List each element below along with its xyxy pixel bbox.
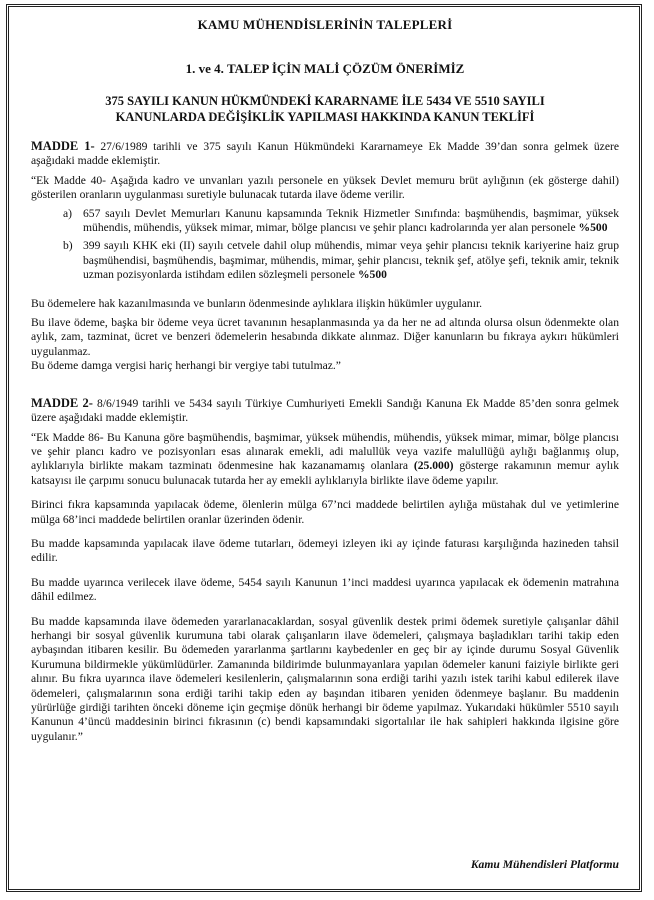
article-2-paragraph-1	[31, 431, 619, 489]
law-title-line-1: 375 SAYILI KANUN HÜKMÜNDEKİ KARARNAME İLE 5434 VE 5510 SAYILI	[105, 94, 545, 108]
article-2-paragraph-1-part-b: gösterge rakamının memur aylık katsayısı ile çarpımı sonucu bulunacak tutarda her ay emekli aylıklarıyla birlikte ilave ödeme yapılır.	[31, 459, 619, 487]
article-2-paragraph-5: Bu madde kapsamında ilave ödemeden yararlanacaklardan, sosyal güvenlik destek primi ödemek suretiyle çalışanlar dâhil herhangi bir sosyal güvenlik kurumuna tabi olarak çalışanların ilave ödemeleri, çalışmaya başladıkları tarihi takip eden aybaşından itibaren kesilir. Bu ödemeden yararlanma şartlarını kaybedenler en geç bir ay içinde durumu Sosyal Güvenlik Kurumuna bildirmekle yükümlüdürler. Zamanında bildirimde bulunmayanlara yapılan ödemeler kanuni faiziyle birlikte geri alınır. Bu fıkra uyarınca ilave ödemeleri kesilenlerin, çalışmalarının sona erdiği tarihi yazılı istek tarihi kabul edilerek ilave ödemeleri, çalışmalarının sona erdiği tarihi takip eden ay başından itibaren yeniden ödenmeye başlanır. Bu maddenin yürürlüğe girdiği tarihten önceki döneme için geçmişe dönük herhangi bir ödeme yapılmaz. Yukarıdaki hükümler 5510 sayılı Kanunun 4’üncü maddesinin birinci fıkrasının (c) bendi kapsamındaki sigortalılar ile hak sahipleri hakkında ilgisine göre uygulanır.”	[31, 614, 619, 743]
list-item	[31, 207, 619, 236]
article-1-item-list	[31, 207, 619, 283]
law-title-line-2: KANUNLARDA DEĞİŞİKLİK YAPILMASI HAKKINDA KANUN TEKLİFİ	[115, 110, 535, 124]
signature: Kamu Mühendisleri Platformu	[470, 858, 619, 871]
article-1-intro-text: 27/6/1989 tarihli ve 375 sayılı Kanun Hükmündeki Kararnameye Ek Madde 39’dan sonra gelmek üzere aşağıdaki madde eklemiştir.	[31, 140, 619, 168]
article-2-paragraph-1-part-a: “Ek Madde 86- Bu Kanuna göre başmühendis, başmimar, yüksek mühendis, mühendis, yüksek mimar, mimar, bölge plancısı ve şehir plancı kadro ve pozisyonları esas alınarak emekli, adi malullük veya vazife malullüğü aylığı bağlanmış olup, aylıklarıyla birlikte makam tazminatı ödenmesine hak kazanamamış olanlara	[31, 430, 619, 473]
article-2-intro	[31, 396, 619, 426]
article-1-label: MADDE 1-	[31, 139, 95, 153]
item-rate: %500	[357, 268, 387, 282]
item-body: 399 sayılı KHK eki (II) sayılı cetvele dahil olup mühendis, mimar veya şehir plancısı teknik kariyerine haiz grup başmühendisi, başmühendis, başmimar, mühendis, mimar, şehir plancısı, teknik şef, atölye şefi, teknik amir, teknik uzman pozisyonlarda istihdam edilen sözleşmeli personele	[83, 239, 619, 282]
document-subtitle: 1. ve 4. TALEP İÇİN MALİ ÇÖZÜM ÖNERİMİZ	[185, 61, 465, 76]
article-2-label: MADDE 2-	[31, 395, 93, 410]
article-1-paragraph-2: Bu ödemelere hak kazanılmasında ve bunların ödenmesinde aylıklara ilişkin hükümler uygulanır.	[31, 296, 483, 310]
article-1-paragraph-3: Bu ilave ödeme, başka bir ödeme veya ücret tavanının hesaplanmasında ya da her ne ad altında olursa olsun ödenmekte olan aylık, zam, tazminat, ücret ve benzeri ödemelerin hesabında dikkate alınmaz. Diğer kanunların bu fıkraya aykırı hükümleri uygulanmaz.	[31, 316, 619, 358]
article-1-paragraph-4: Bu ödeme damga vergisi hariç herhangi bir vergiye tabi tutulmaz.”	[31, 359, 341, 373]
item-rate: %500	[578, 221, 608, 235]
law-proposal-title	[31, 93, 619, 125]
article-2-paragraph-4: Bu madde uyarınca verilecek ilave ödeme, 5454 sayılı Kanunun 1’inci maddesi uyarınca yapılacak ek ödemenin matrahına dâhil edilmez.	[31, 575, 619, 604]
article-1-paragraph-1: “Ek Madde 40- Aşağıda kadro ve unvanları yazılı personele en yüksek Devlet memuru brüt aylığının (ek gösterge dahil) gösterilen oranların uygulanması suretiyle bulunacak tutarda ilave ödeme verilir.	[31, 173, 619, 202]
article-2-paragraph-3: Bu madde kapsamında yapılacak ilave ödeme tutarları, ödemeyi izleyen iki ay içinde faturası karşılığında hazineden tahsil edilir.	[31, 536, 619, 565]
article-1-intro	[31, 139, 619, 169]
item-marker: b)	[63, 239, 73, 253]
item-text	[83, 207, 619, 236]
document-page	[6, 4, 642, 892]
item-text	[83, 239, 619, 282]
item-marker: a)	[63, 206, 73, 220]
article-2-intro-text: 8/6/1949 tarihli ve 5434 sayılı Türkiye Cumhuriyeti Emekli Sandığı Kanuna Ek Madde 85’den sonra gelmek üzere aşağıdaki madde eklemiştir.	[31, 396, 619, 425]
item-body: 657 sayılı Devlet Memurları Kanunu kapsamında Teknik Hizmetler Sınıfında: başmühendis, başmimar, yüksek mühendis, mühendis, yüksek mimar, mimar, bölge plancısı ve şehir plancı kadrolarında yer alan personele	[83, 206, 619, 235]
document-header: KAMU MÜHENDİSLERİNİN TALEPLERİ	[197, 17, 453, 32]
article-2-paragraph-2: Birinci fıkra kapsamında yapılacak ödeme, ölenlerin mülga 67’nci maddede belirtilen aylığa müstahak dul ve yetimlerine mülga 68’inci maddede belirtilen oranlar üzerinden ödenir.	[31, 498, 619, 526]
list-item	[31, 239, 619, 282]
gosterge-value: (25.000)	[413, 459, 454, 473]
